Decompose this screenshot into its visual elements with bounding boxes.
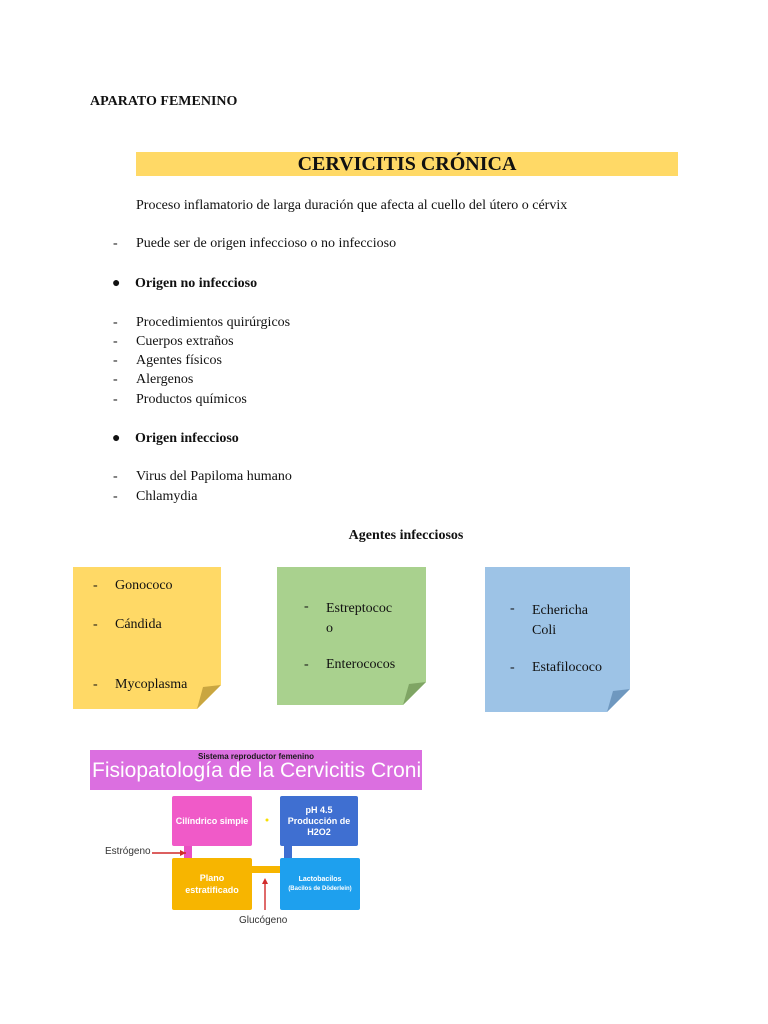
note-item-text: Gonococo (115, 578, 173, 593)
diagram-title: Fisiopatología de la Cervicitis Cronica. (92, 759, 450, 782)
note-item (510, 660, 602, 676)
lactobacilos-text: Lactobacilos (298, 876, 342, 883)
list-item-text: Alergenos (136, 372, 194, 387)
diagram-subtitle: Sistema reproductor femenino (197, 752, 315, 761)
pathophysiology-diagram (90, 750, 450, 940)
lactobacilos-subtext: (Bacilos de Döderlein) (288, 886, 352, 892)
ph-text: pH 4.5 Producción de H2O2 (287, 804, 351, 837)
note-item-text: Estreptococ o (326, 601, 393, 636)
note-item-text: Cándida (115, 617, 162, 632)
title-banner (136, 152, 678, 176)
note-item (304, 599, 392, 639)
lactobacilos-box (280, 858, 360, 910)
list-item (0, 334, 234, 350)
note-item (510, 601, 588, 641)
plano-estratificado-text: Plano estratificado (185, 873, 239, 895)
list-item (0, 489, 197, 505)
sticky-note-blue (485, 567, 630, 712)
note-item (93, 617, 162, 633)
dash-marker: - (304, 599, 309, 614)
page-title: CERVICITIS CRÓNICA (297, 152, 517, 175)
list-item (0, 315, 290, 331)
estrogeno-label: Estrógeno (105, 846, 151, 857)
dash-marker: - (113, 334, 118, 349)
dash-marker: - (510, 601, 515, 616)
list-item-text: Chlamydia (136, 489, 198, 504)
note-item-text: Mycoplasma (115, 677, 188, 692)
dash-marker: - (113, 372, 118, 387)
list-item-text: Productos químicos (136, 392, 247, 407)
list-item (0, 353, 222, 369)
dash-marker: - (113, 315, 118, 330)
note-item-text: Estafilococo (532, 660, 602, 675)
bullet-marker: ● (112, 431, 121, 446)
cilindrico-simple-text: Cilíndrico simple (175, 816, 249, 826)
dash-marker: - (93, 617, 98, 632)
plano-estratificado-box (172, 858, 252, 910)
dash-marker: - (113, 236, 118, 251)
dash-marker: - (113, 489, 118, 504)
list-item (0, 392, 247, 408)
note-item (93, 578, 173, 594)
origin-line-text: Puede ser de origen infeccioso o no infeccioso (136, 236, 397, 251)
diagram-connectors (90, 750, 422, 940)
infectious-heading-text: Origen infeccioso (135, 431, 239, 446)
sticky-note-yellow (73, 567, 221, 709)
intro-text: Proceso inflamatorio de larga duración que afecta al cuello del útero o cérvix (136, 198, 568, 213)
non-infectious-heading-text: Origen no infeccioso (135, 276, 258, 291)
glucogeno-label: Glucógeno (239, 915, 288, 926)
dash-marker: - (304, 657, 309, 672)
origin-line (0, 236, 396, 252)
dash-marker: - (113, 469, 118, 484)
agents-title: Agentes infecciosos (348, 528, 464, 543)
list-item-text: Cuerpos extraños (136, 334, 234, 349)
list-item-text: Procedimientos quirúrgicos (136, 315, 291, 330)
cilindrico-simple-box (172, 796, 252, 846)
dash-marker: - (113, 392, 118, 407)
dash-marker: - (93, 578, 98, 593)
list-item (0, 469, 292, 485)
sticky-note-green (277, 567, 426, 705)
list-item (0, 372, 193, 388)
note-item (304, 657, 395, 673)
dash-marker: - (113, 353, 118, 368)
dash-marker: - (93, 677, 98, 692)
dash-marker: - (510, 660, 515, 675)
note-item-text: Enterococos (326, 657, 396, 672)
note-item (93, 677, 187, 693)
list-item-text: Virus del Papiloma humano (136, 469, 292, 484)
list-item-text: Agentes físicos (136, 353, 222, 368)
infectious-heading (0, 431, 239, 447)
document-header: APARATO FEMENINO (90, 94, 238, 109)
bullet-marker: ● (112, 276, 121, 291)
ph-box (280, 796, 358, 846)
non-infectious-heading (0, 276, 257, 292)
note-item-text: Echericha Coli (532, 603, 588, 638)
